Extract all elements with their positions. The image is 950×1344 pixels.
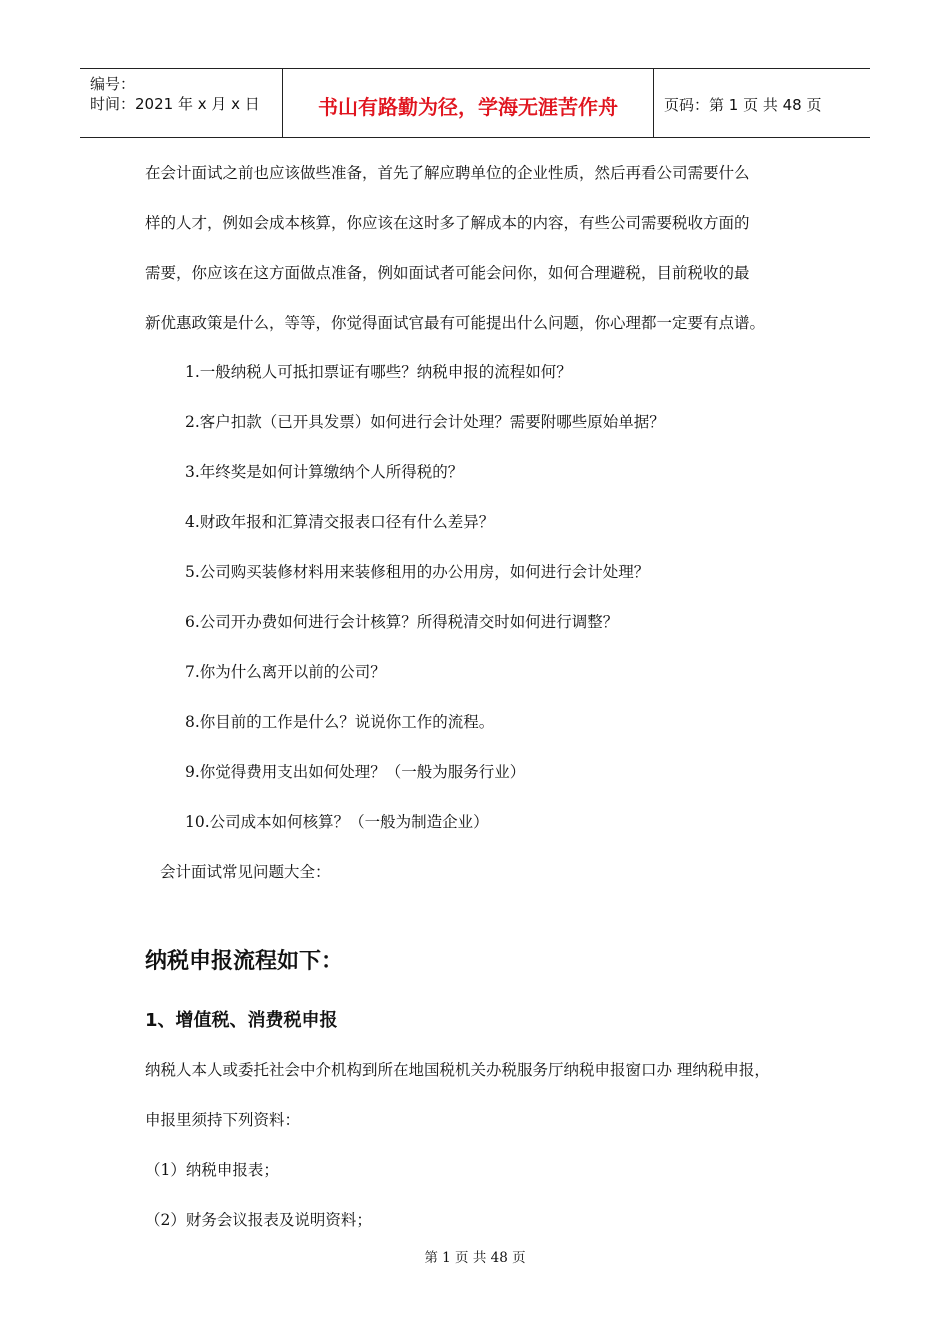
header-motto-cell bbox=[283, 69, 654, 137]
header-page-cell bbox=[654, 69, 870, 137]
document-number-label: 编号： bbox=[90, 75, 136, 93]
body-line: 申报里须持下列资料： bbox=[145, 1111, 301, 1129]
intro-line: 在会计面试之前也应该做些准备，首先了解应聘单位的企业性质，然后再看公司需要什么 bbox=[145, 164, 750, 182]
subsection-heading: 1、增值税、消费税申报 bbox=[145, 1010, 338, 1031]
question-item: 5.公司购买装修材料用来装修租用的办公用房，如何进行会计处理？ bbox=[185, 563, 650, 581]
question-item: 2.客户扣款（已开具发票）如何进行会计处理？需要附哪些原始单据？ bbox=[185, 413, 665, 431]
question-item: 6.公司开办费如何进行会计核算？所得税清交时如何进行调整？ bbox=[185, 613, 619, 631]
body-line: （2）财务会议报表及说明资料； bbox=[145, 1211, 372, 1229]
question-item: 3.年终奖是如何计算缴纳个人所得税的？ bbox=[185, 463, 464, 481]
header-motto: 书山有路勤为径，学海无涯苦作舟 bbox=[318, 95, 618, 119]
document-time-label: 时间：2021 年 x 月 x 日 bbox=[90, 95, 260, 113]
section-heading: 纳税申报流程如下： bbox=[145, 949, 344, 974]
body-line: （1）纳税申报表； bbox=[145, 1161, 279, 1179]
header-page-number: 页码：第 1 页 共 48 页 bbox=[664, 96, 822, 114]
question-item: 10.公司成本如何核算？（一般为制造企业） bbox=[185, 813, 489, 831]
question-item: 1.一般纳税人可抵扣票证有哪些？纳税申报的流程如何？ bbox=[185, 363, 572, 381]
page-footer: 第 1 页 共 48 页 bbox=[424, 1250, 526, 1266]
question-item: 9.你觉得费用支出如何处理？（一般为服务行业） bbox=[185, 763, 526, 781]
intro-line: 新优惠政策是什么，等等，你觉得面试官最有可能提出什么问题，你心理都一定要有点谱。 bbox=[145, 314, 766, 332]
page-header bbox=[80, 68, 870, 138]
body-line: 纳税人本人或委托社会中介机构到所在地国税机关办税服务厅纳税申报窗口办 理纳税申报， bbox=[145, 1061, 770, 1079]
intro-line: 需要，你应该在这方面做点准备，例如面试者可能会问你，如何合理避税，目前税收的最 bbox=[145, 264, 750, 282]
question-item: 7.你为什么离开以前的公司？ bbox=[185, 663, 386, 681]
summary-line: 会计面试常见问题大全： bbox=[160, 863, 331, 881]
intro-line: 样的人才，例如会成本核算，你应该在这时多了解成本的内容，有些公司需要税收方面的 bbox=[145, 214, 750, 232]
question-item: 4.财政年报和汇算清交报表口径有什么差异？ bbox=[185, 513, 495, 531]
question-item: 8.你目前的工作是什么？说说你工作的流程。 bbox=[185, 713, 495, 731]
header-meta-cell bbox=[80, 69, 283, 137]
